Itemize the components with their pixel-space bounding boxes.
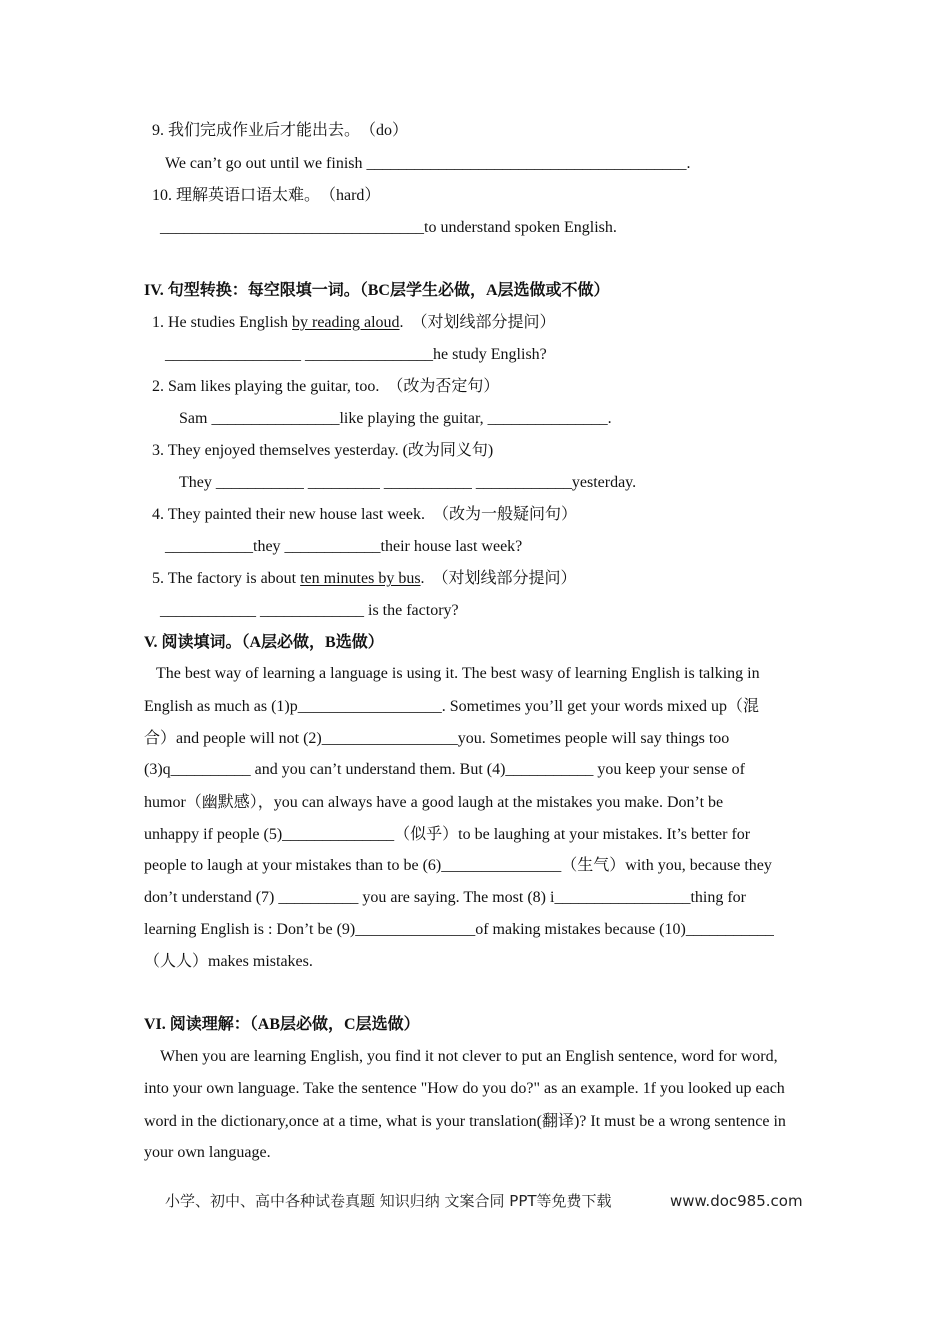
s4-q5-underlined: ten minutes by bus bbox=[300, 570, 421, 587]
s4-q3: 3. They enjoyed themselves yesterday. (改为同义句) bbox=[152, 442, 494, 459]
s4-q1-text: 1. He studies English bbox=[152, 314, 292, 331]
s5-line: don’t understand (7) __________ you are saying. The most (8) i_________________thing for bbox=[144, 889, 746, 906]
s4-q1 bbox=[152, 313, 556, 333]
q9-chinese: 9. 我们完成作业后才能出去。 （do） bbox=[152, 122, 409, 139]
s4-q3-answer: They ___________ _________ ___________ ____________yesterday. bbox=[179, 474, 637, 491]
s5-line: unhappy if people (5)______________（似乎）to be laughing at your mistakes. It’s better for bbox=[144, 826, 751, 843]
q10-chinese: 10. 理解英语口语太难。 （hard） bbox=[152, 187, 381, 204]
s6-line: your own language. bbox=[144, 1144, 271, 1161]
section-v-heading: V. 阅读填词。（A层必做，B选做） bbox=[144, 634, 384, 651]
s6-line: word in the dictionary,once at a time, what is your translation(翻译)? It must be a wrong sentence in bbox=[144, 1113, 786, 1130]
s5-line: （人人）makes mistakes. bbox=[144, 953, 313, 970]
s4-q4: 4. They painted their new house last week. （改为一般疑问句） bbox=[152, 506, 577, 523]
s4-q1-instruction: . （对划线部分提问） bbox=[399, 314, 556, 331]
s5-line: humor（幽默感），you can always have a good laugh at the mistakes you make. Don’t be bbox=[144, 794, 724, 811]
s4-q1-underlined: by reading aloud bbox=[292, 314, 400, 331]
s5-line: (3)q__________ and you can’t understand them. But (4)___________ you keep your sense of bbox=[144, 761, 745, 778]
s4-q2: 2. Sam likes playing the guitar, too. （改为否定句） bbox=[152, 378, 500, 395]
q10-english: _________________________________to understand spoken English. bbox=[160, 219, 617, 236]
s5-line: English as much as (1)p__________________. Sometimes you’ll get your words mixed up（混 bbox=[144, 698, 760, 715]
s5-line: 合）and people will not (2)_________________you. Sometimes people will say things too bbox=[144, 730, 730, 747]
s4-q5-text: 5. The factory is about bbox=[152, 570, 301, 587]
q9-english: We can’t go out until we finish ________________________________________. bbox=[165, 155, 691, 172]
section-iv-heading: IV. 句型转换：每空限填一词。（BC层学生必做，A层选做或不做） bbox=[144, 282, 610, 299]
footer-text: 小学、初中、高中各种试卷真题 知识归纳 文案合同 PPT等免费下载 bbox=[165, 1192, 612, 1210]
s4-q4-answer: ___________they ____________their house last week? bbox=[165, 538, 523, 555]
s6-line: into your own language. Take the sentence "How do you do?" as an example. 1f you looked up each bbox=[144, 1080, 785, 1097]
s4-q5-answer: ____________ _____________ is the factory? bbox=[160, 602, 459, 619]
s4-q1-answer: _________________ ________________he study English? bbox=[165, 346, 547, 363]
s6-line: When you are learning English, you find it not clever to put an English sentence, word for word, bbox=[160, 1048, 778, 1065]
s5-line: people to laugh at your mistakes than to be (6)_______________（生气）with you, because they bbox=[144, 857, 772, 874]
s4-q5-instruction: . （对划线部分提问） bbox=[420, 570, 577, 587]
footer-site[interactable]: www.doc985.com bbox=[670, 1192, 803, 1210]
s4-q5 bbox=[152, 569, 577, 589]
s5-line: learning English is : Don’t be (9)_______________of making mistakes because (10)___________ bbox=[144, 921, 774, 938]
s4-q2-answer: Sam ________________like playing the guitar, _______________. bbox=[179, 410, 612, 427]
section-vi-heading: VI. 阅读理解：（AB层必做，C层选做） bbox=[144, 1016, 420, 1033]
s5-line: The best way of learning a language is using it. The best wasy of learning English is talking in bbox=[156, 665, 760, 682]
